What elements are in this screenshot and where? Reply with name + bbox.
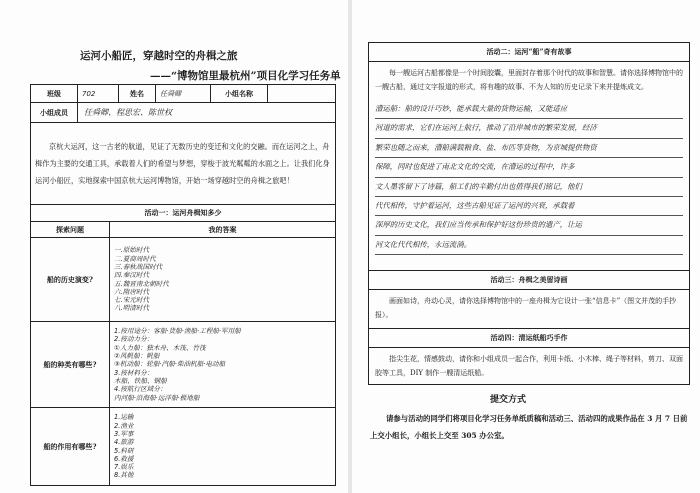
answer-line: ①人力船：独木舟、木筏、竹筏 bbox=[114, 343, 206, 352]
answer-types bbox=[110, 322, 336, 408]
worksheet-title: 运河小船匠，穿越时空的舟楫之旅 bbox=[80, 50, 238, 62]
table-row bbox=[31, 322, 336, 408]
story-line: 漕运船：船的设计巧妙，能承载大量的货物运输，又能适应 bbox=[375, 100, 683, 119]
answer-line: 五.魏晋南北朝时代 bbox=[114, 279, 169, 288]
name-value: 任舜卿 bbox=[156, 85, 211, 103]
class-label: 班级 bbox=[31, 85, 78, 103]
activity4-title: 活动四：清运纸船巧手作 bbox=[369, 329, 690, 348]
answer-line: 3.按材料分： bbox=[114, 368, 154, 377]
activity1-title: 活动一：运河舟楫知多少 bbox=[31, 205, 336, 222]
activity4-text: 指尖生花，情感鼓动，请你和小组成员一起合作，利用卡纸、小木棒、绳子等材料，剪刀、双面胶等工具，DIY 制作一艘清运纸船。 bbox=[375, 355, 683, 377]
answer-line: 6.救援 bbox=[114, 454, 134, 463]
answer-line: 8.其他 bbox=[114, 471, 134, 480]
story-line: 代代相传，守护着运河，这些古船见证了运河的兴衰，承载着 bbox=[375, 197, 683, 216]
story-lines bbox=[369, 98, 689, 259]
intro-table bbox=[30, 122, 336, 205]
answer-line: 八.明清时代 bbox=[114, 304, 150, 313]
answer-line: 4.旅游 bbox=[114, 438, 134, 447]
members-label: 小组成员 bbox=[31, 103, 78, 123]
activity4-body bbox=[369, 348, 690, 385]
activity2-text: 每一艘运河古船都像是一个时间胶囊，里面封存着那个时代的故事和智慧。请你选择博物馆中的一艘古船，通过文字报道的形式，将有趣的故事、不为人知的历史记录下来并提炼成文。 bbox=[375, 69, 683, 91]
answer-line: ②风帆船：帆船 bbox=[114, 352, 160, 361]
activity2-body bbox=[369, 62, 690, 271]
answer-line: 四.秦汉时代 bbox=[114, 271, 150, 280]
activity1-table bbox=[30, 204, 336, 486]
submit-text: 请参与活动的同学们将项目化学习任务单纸质稿和活动三、活动四的成果作品在 3 月 7 日前上交小组长，小组长上交至 305 办公室。 bbox=[370, 414, 688, 440]
question-uses: 船的作用有哪些? bbox=[31, 408, 110, 486]
answer-line: 木船、铁船、钢船 bbox=[114, 376, 167, 385]
answer-line: 7.娱乐 bbox=[114, 463, 134, 472]
answer-history bbox=[110, 238, 336, 322]
table-row bbox=[31, 238, 336, 322]
members-value: 任舜卿、程思宏、陈世权 bbox=[78, 103, 336, 123]
name-label: 姓名 bbox=[119, 85, 156, 103]
story-line: 深厚的历史文化，我们应当传承和保护好这份珍贵的遗产，让运 bbox=[375, 216, 683, 235]
answer-line: 1.按用途分：客船·货船·渔船·工程船·军用船 bbox=[114, 327, 241, 336]
group-name-label: 小组名称 bbox=[211, 85, 268, 103]
activity3-text: 画面如诗，舟动心灵，请你选择博物馆中的一座舟楫为它设计一张“信息卡”（图文并茂的手抄报）。 bbox=[375, 297, 677, 319]
answer-line: 5.科研 bbox=[114, 446, 134, 455]
answer-line: 内河船·沿海船·远洋船·极地船 bbox=[114, 393, 200, 402]
answer-line: 1.运输 bbox=[114, 413, 134, 422]
answer-line: 三.春秋战国时代 bbox=[114, 262, 163, 271]
activity3-title: 活动三：舟楫之美留诗画 bbox=[369, 271, 690, 290]
answer-line: 3.军事 bbox=[114, 429, 134, 438]
info-table bbox=[30, 84, 336, 123]
answer-line: 六.隋唐时代 bbox=[114, 287, 150, 296]
worksheet-subtitle: ——“博物馆里最杭州”项目化学习任务单 bbox=[150, 70, 341, 82]
intro-text: 京杭大运河，这一古老的航道，见证了无数历史的变迁和文化的交融。而在运河之上，舟楫作为主要的交通工具，承载着人们的希望与梦想，穿梭于波光粼粼的水面之上。让我们化身运河小船匠，实地探索中国京杭大运河博物馆，开始一场穿越时空的舟楫之旅吧！ bbox=[31, 123, 336, 205]
question-history: 船的历史演变? bbox=[31, 238, 110, 322]
answer-line: 二.夏商周时代 bbox=[114, 254, 156, 263]
answer-line: 2.按动力分： bbox=[114, 335, 154, 344]
answer-line: 一.原始时代 bbox=[114, 246, 150, 255]
answer-line: 2.渔业 bbox=[114, 421, 134, 430]
answer-line: 4.按航行区域分： bbox=[114, 385, 167, 394]
story-line: 保障，同时也促进了南北文化的交流，在漕运的过程中，许多 bbox=[375, 158, 683, 177]
group-name-value bbox=[268, 85, 336, 103]
answer-uses bbox=[110, 408, 336, 486]
story-line: 文人墨客留下了诗篇，船工们的辛勤付出也值得我们铭记，他们 bbox=[375, 178, 683, 197]
story-line: 河文化代代相传，永远流淌。 bbox=[375, 236, 683, 255]
story-line: 河道的需求，它们在运河上航行，推动了沿岸城市的繁荣发展，经济 bbox=[375, 119, 683, 138]
table-row bbox=[31, 408, 336, 486]
col-question: 探索问题 bbox=[31, 222, 110, 238]
activity2-title: 活动二：运河“船”奇有故事 bbox=[369, 43, 690, 62]
col-answer: 我的答案 bbox=[110, 222, 336, 238]
answer-line: ③机动船：轮船·汽船·柴油机船·电动船 bbox=[114, 360, 226, 369]
story-line: 繁荣也随之而来，漕船满载粮食、盐、布匹等货物，为京城提供物资 bbox=[375, 139, 683, 158]
activities-table bbox=[368, 42, 690, 385]
class-value: 702 bbox=[78, 85, 119, 103]
left-page bbox=[0, 0, 348, 493]
activity3-body bbox=[369, 290, 690, 329]
submit-title: 提交方式 bbox=[490, 395, 527, 405]
question-types: 船的种类有哪些? bbox=[31, 322, 110, 408]
answer-line: 七.宋元时代 bbox=[114, 296, 150, 305]
